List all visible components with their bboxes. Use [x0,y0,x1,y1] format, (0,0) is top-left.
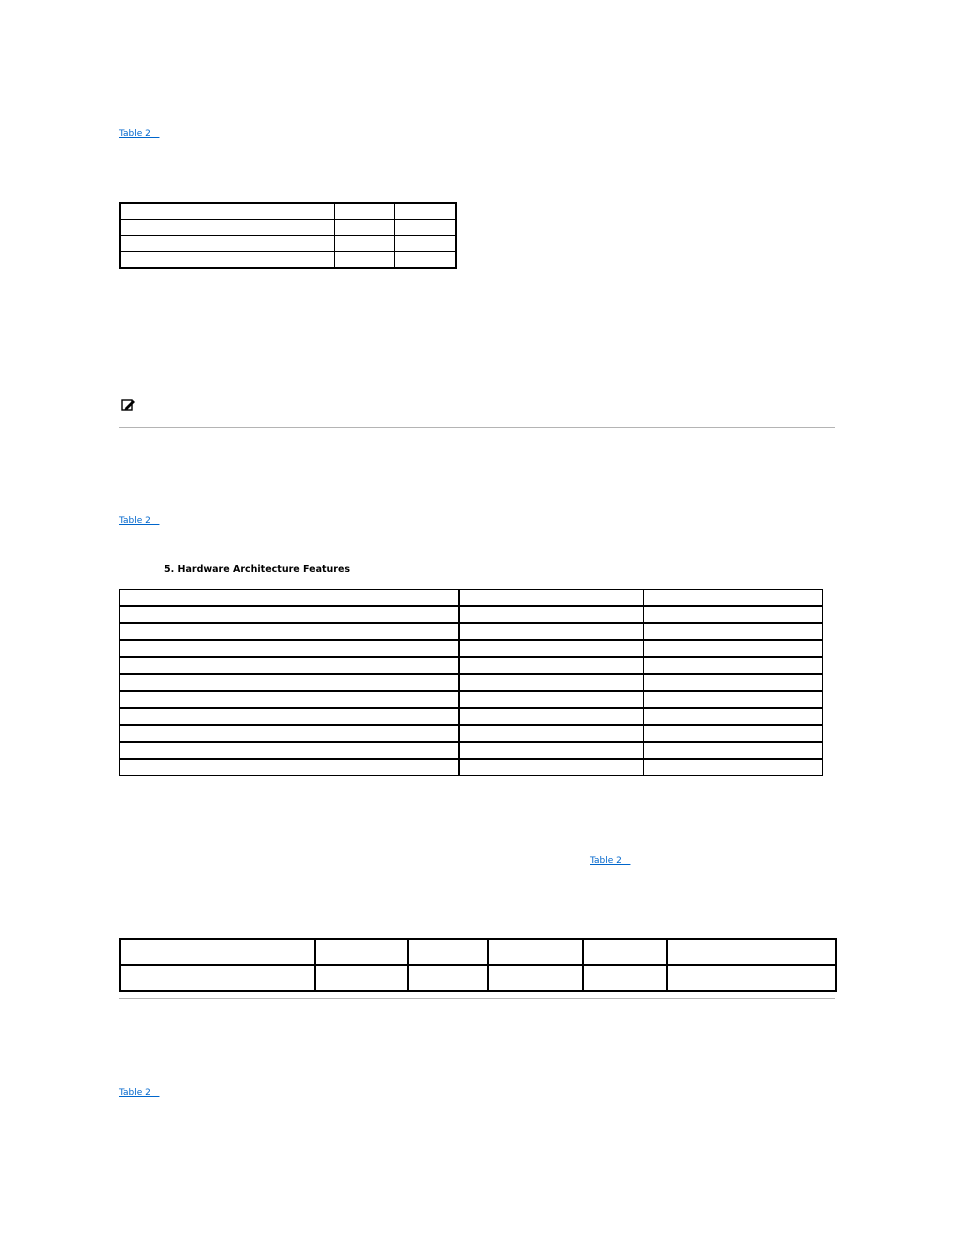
table-row [120,742,823,759]
section-divider [119,427,835,428]
table-cell [644,691,823,708]
table-row [120,252,456,269]
table-row [120,708,823,725]
table-cell [583,965,667,991]
table-cell [120,657,459,674]
table-cell [644,606,823,623]
table-row [120,623,823,640]
table-cell [459,759,644,776]
table-cell [459,606,644,623]
table-cell [120,220,334,236]
table-cell [667,965,836,991]
table-row [120,759,823,776]
table-cell [120,236,334,252]
table-cell [120,640,459,657]
table-cell [334,252,394,269]
table-cell [644,759,823,776]
wide-table-body [120,939,836,991]
table-cell [459,708,644,725]
table-cell [459,691,644,708]
table-cell [120,759,459,776]
table-2-link[interactable]: Table 2 [119,1088,160,1098]
table-cell [120,674,459,691]
table-cell [334,236,394,252]
table-row [120,691,823,708]
table-cell [644,640,823,657]
table-cell [644,725,823,742]
table-cell [644,623,823,640]
table-cell [120,691,459,708]
table-cell [408,965,488,991]
table-cell [315,939,408,965]
table-cell [488,939,583,965]
table-cell [644,590,823,607]
table-2-link[interactable]: Table 2 [119,129,160,139]
table-row [120,640,823,657]
table-cell [394,236,456,252]
table-cell [459,742,644,759]
table-cell [459,640,644,657]
table-cell [120,725,459,742]
table-cell [120,252,334,269]
table-row [120,236,456,252]
table-cell [394,220,456,236]
wide-table [119,938,837,992]
table-row [120,965,836,991]
table-row [120,203,456,220]
table-caption: 5. Hardware Architecture Features [164,564,351,575]
table-2-link[interactable]: Table 2 [590,856,631,866]
table-cell [315,965,408,991]
table-cell [644,708,823,725]
table-cell [644,742,823,759]
table-cell [583,939,667,965]
table-row [120,606,823,623]
hardware-features-table-body [120,590,823,776]
table-cell [394,252,456,269]
table-2-link[interactable]: Table 2 [119,516,160,526]
table-cell [459,623,644,640]
table-row [120,725,823,742]
table-cell [120,203,334,220]
small-table-body [120,203,456,268]
table-cell [120,708,459,725]
table-row [120,939,836,965]
table-cell [459,674,644,691]
note-pencil-icon [121,397,137,411]
table-cell [644,657,823,674]
section-divider [119,998,835,999]
table-cell [120,742,459,759]
table-cell [120,965,315,991]
table-cell [459,590,644,607]
table-cell [459,725,644,742]
table-row [120,657,823,674]
table-cell [120,606,459,623]
table-cell [120,623,459,640]
table-cell [120,939,315,965]
hardware-features-table [119,589,823,776]
table-row [120,590,823,607]
small-table [119,202,457,269]
table-cell [334,203,394,220]
table-cell [667,939,836,965]
table-cell [488,965,583,991]
table-cell [408,939,488,965]
table-cell [334,220,394,236]
table-cell [459,657,644,674]
table-row [120,674,823,691]
table-cell [394,203,456,220]
table-cell [120,590,459,607]
table-row [120,220,456,236]
table-cell [644,674,823,691]
